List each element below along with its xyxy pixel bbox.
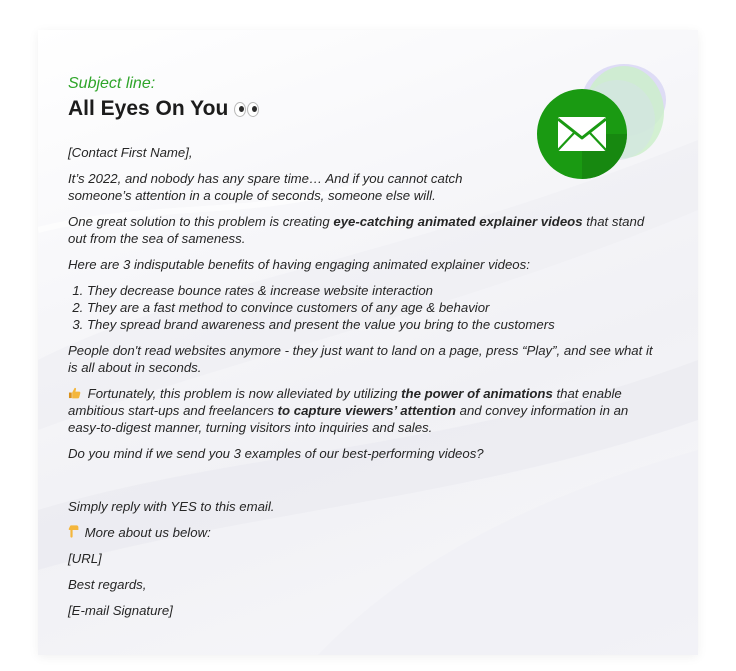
signature-placeholder: [E-mail Signature] xyxy=(68,603,173,618)
thumbs-up-icon xyxy=(68,387,81,399)
subject-title-text: All Eyes On You xyxy=(68,97,229,120)
paragraph-benefits-intro: Here are 3 indisputable benefits of having engaging animated explainer videos: xyxy=(68,257,530,272)
para5-bold-1: the power of animations xyxy=(401,386,553,401)
benefit-item: 2. They are a fast method to convince customers of any age & behavior xyxy=(87,299,688,316)
paragraph-attention: People don't read websites anymore - they just want to land on a page, press “Play”, and see what it is all about in seconds. xyxy=(68,343,653,375)
benefits-list xyxy=(68,282,688,333)
eyes-emoji-icon xyxy=(234,102,259,117)
para2-text-2: that stand out from the sea of sameness. xyxy=(68,214,645,246)
paragraph-animations xyxy=(68,385,653,436)
para5-text-2: that enable ambitious start-ups and freelancers xyxy=(68,386,622,418)
subject-title xyxy=(68,96,688,122)
para5-text-1: Fortunately, this problem is now alleviated by utilizing xyxy=(84,386,402,401)
email-content xyxy=(68,74,688,619)
url-placeholder: [URL] xyxy=(68,551,102,566)
paragraph-intro: It’s 2022, and nobody has any spare time… And if you cannot catch someone’s attention in a couple of seconds, someone else will. xyxy=(68,171,463,203)
para2-bold: eye-catching animated explainer videos xyxy=(333,214,583,229)
paragraph-question: Do you mind if we send you 3 examples of our best-performing videos? xyxy=(68,446,484,461)
subject-label: Subject line: xyxy=(68,75,156,92)
more-about-us xyxy=(68,524,688,541)
paragraph-solution xyxy=(68,213,663,247)
closing-regards: Best regards, xyxy=(68,577,147,592)
more-about-us-text: More about us below: xyxy=(81,525,211,540)
para5-bold-2: to capture viewers’ attention xyxy=(277,403,456,418)
para2-text-1: One great solution to this problem is creating xyxy=(68,214,334,229)
pointing-down-icon xyxy=(68,525,79,538)
para5-text-3: and convey information in an easy-to-digest manner, turning visitors into inquiries and sales. xyxy=(68,403,629,435)
benefit-item: 1. They decrease bounce rates & increase website interaction xyxy=(87,282,688,299)
reply-instruction: Simply reply with YES to this email. xyxy=(68,499,275,514)
greeting: [Contact First Name], xyxy=(68,145,193,160)
email-template-card xyxy=(38,30,698,655)
benefit-item: 3. They spread brand awareness and present the value you bring to the customers xyxy=(87,316,688,333)
